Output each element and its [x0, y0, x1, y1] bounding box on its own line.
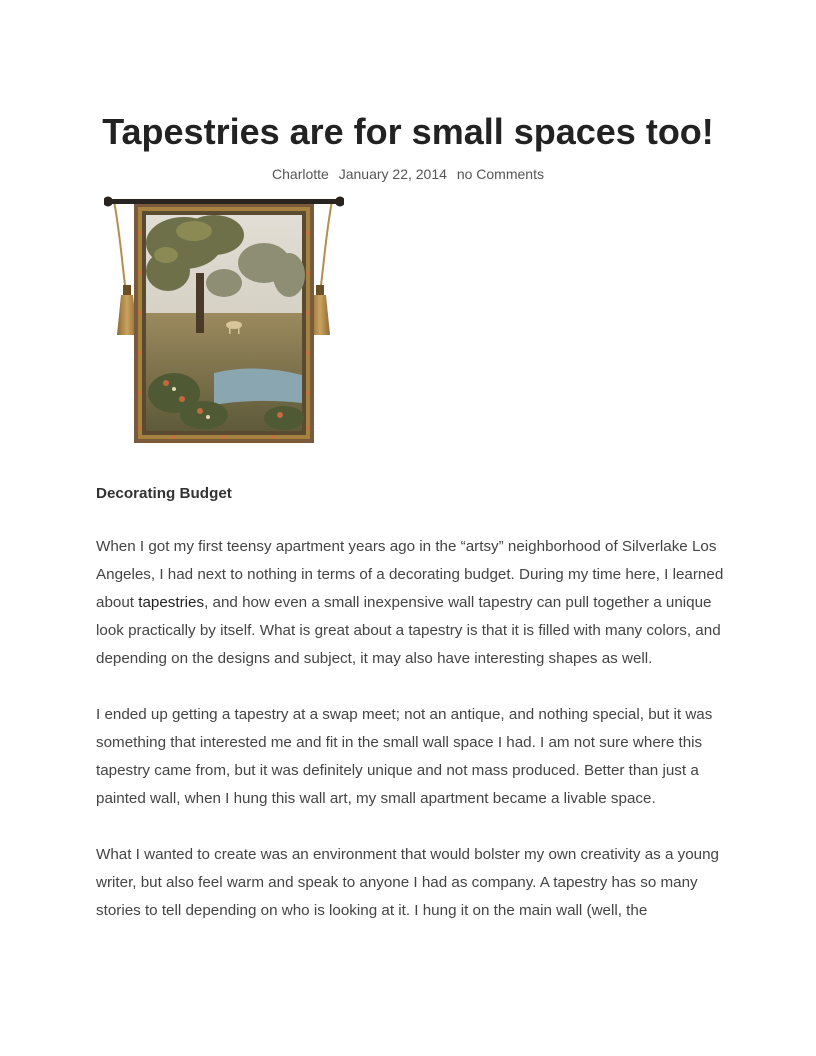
post-meta	[0, 164, 816, 184]
paragraph-2: I ended up getting a tapestry at a swap meet; not an antique, and nothing special, but it was something that interested me and fit in the small wall space I had. I am not sure where this tapestry came from, but it was definitely unique and not mass produced. Better than just a painted wall, when I hung this wall art, my small apartment became a livable space.	[96, 706, 713, 807]
paragraph-1-before: When I got my first teensy apartment years ago in the “artsy” neighborhood of Silverlake Los Angeles, I had next to nothing in terms of a decorating budget. During my time here, I learned about	[96, 538, 724, 611]
page-title: Tapestries are for small spaces too!	[102, 111, 714, 152]
paragraph-1-after: , and how even a small inexpensive wall tapestry can pull together a unique look practically by itself. What is great about a tapestry is that it is filled with many colors, and depending on the designs and subject, it may also have interesting shapes as well.	[96, 594, 721, 667]
post-date: January 22, 2014	[338, 166, 447, 182]
section-heading: Decorating Budget	[96, 485, 232, 502]
paragraph-3: What I wanted to create was an environment that would bolster my own creativity as a young writer, but also feel warm and speak to anyone I had as company. A tapestry has so many stories to tell depending on who is looking at it. I hung it on the main wall (well, the	[96, 846, 719, 919]
tapestries-link[interactable]: tapestries	[138, 594, 205, 611]
comments-link[interactable]: no Comments	[456, 166, 544, 182]
paragraph-1	[96, 533, 726, 673]
author-link[interactable]: Charlotte	[272, 166, 329, 182]
tapestry-image	[104, 193, 344, 445]
post-content	[96, 484, 726, 953]
